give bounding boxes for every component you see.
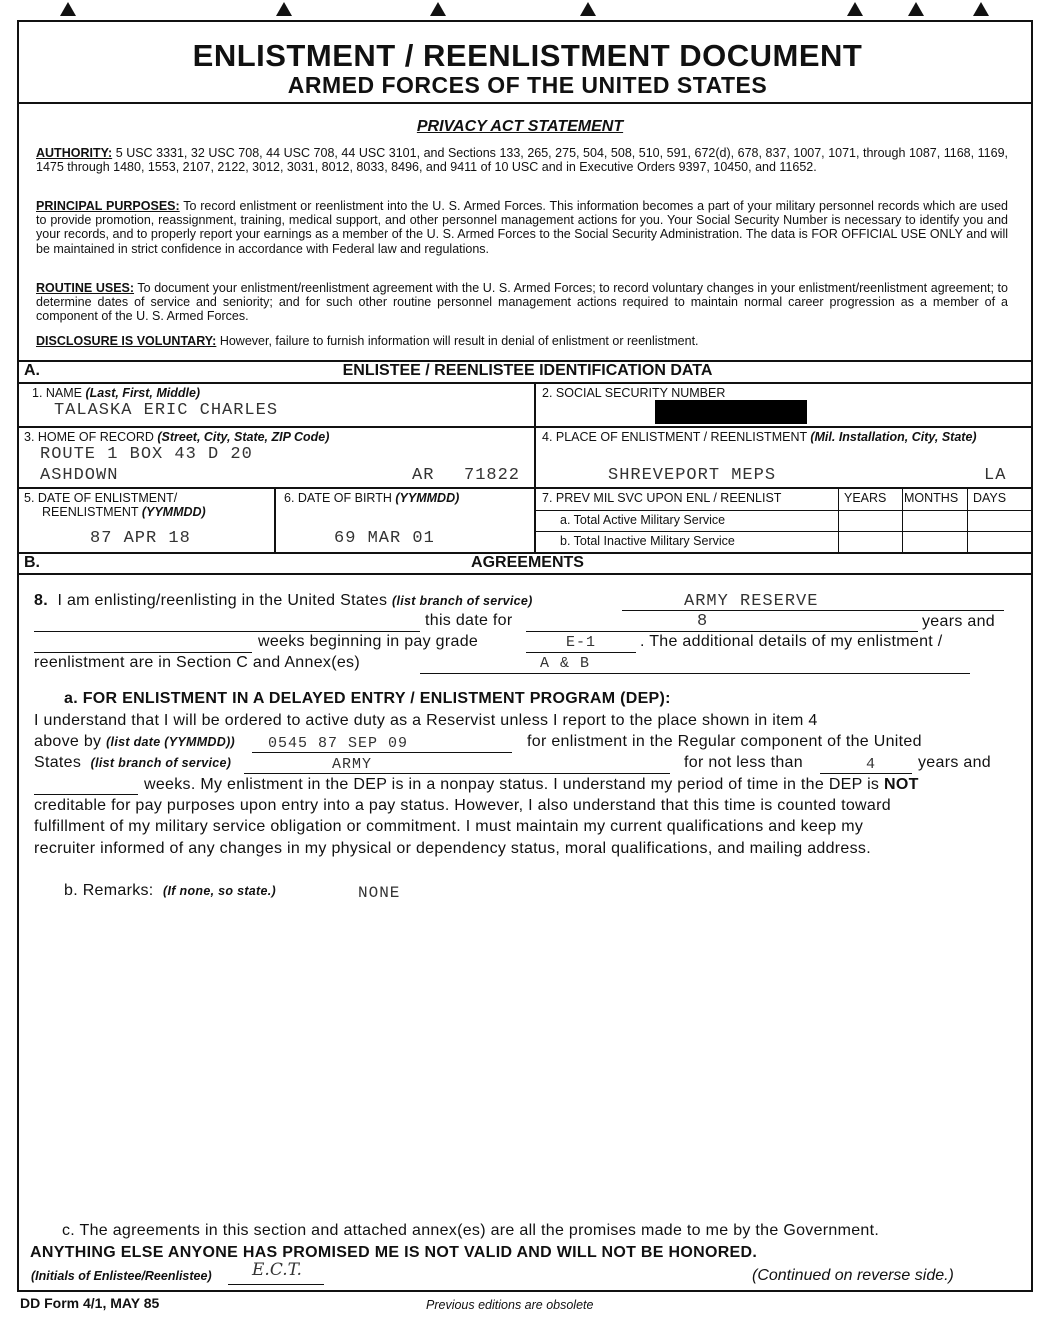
dep-line5: creditable for pay purposes upon entry into a pay status. However, I also understand that this time is counted toward: [34, 797, 891, 814]
form-title: ENLISTMENT / REENLISTMENT DOCUMENT: [192, 38, 863, 73]
doe-label: 5. DATE OF ENLISTMENT/: [24, 491, 178, 505]
form-id: DD Form 4/1, MAY 85: [20, 1295, 160, 1311]
col-days: DAYS: [973, 491, 1007, 505]
disclosure-label: DISCLOSURE IS VOLUNTARY:: [36, 334, 217, 348]
dep-line7: recruiter informed of any changes in my physical or dependency status, moral qualifications, and mailing address.: [34, 840, 871, 857]
dep-branch: ARMY: [332, 756, 373, 773]
initials-label: (Initials of Enlistee/Reenlistee): [31, 1269, 212, 1283]
item8-line2: this date for: [425, 612, 513, 629]
dep-line3a: States (list branch of service): [34, 754, 232, 771]
initials-underline: [228, 1284, 324, 1285]
place-value: SHREVEPORT MEPS: [608, 466, 777, 485]
dep-years-underline: [820, 773, 912, 774]
doe-label-2: REENLISTMENT (YYMMDD): [42, 505, 206, 519]
obsolete-note: Previous editions are obsolete: [426, 1298, 594, 1312]
prev-service-label: 7. PREV MIL SVC UPON ENL / REENLIST: [542, 491, 782, 505]
authority-text: 5 USC 3331, 32 USC 708, 44 USC 708, 44 USC 3101, and Sections 133, 265, 275, 504, 508, 510, 591, 672(d), 678, 837, 1007, 1071, through 1087, 1168, 1169, 1475 through 1480, 1553, 2107, 2122, 3012, 3031, 8012, 8033, 8496, and 9411 of 10 USC and in Executive Orders 9397, 10450, and 11652.: [36, 146, 1008, 175]
item8-line3b: . The additional details of my enlistment /: [640, 633, 943, 650]
dep-years: 4: [866, 756, 877, 773]
inactive-service-label: b. Total Inactive Military Service: [560, 534, 735, 548]
dob-value: 69 MAR 01: [334, 529, 435, 548]
disclosure-paragraph: [36, 334, 1008, 348]
item8-line3: weeks beginning in pay grade: [258, 633, 479, 650]
divider: [967, 487, 968, 553]
doe-value: 87 APR 18: [90, 529, 191, 548]
remarks-value: NONE: [358, 884, 401, 902]
registration-mark: [276, 2, 292, 16]
uses-paragraph: [36, 281, 1008, 324]
uses-label: ROUTINE USES:: [36, 281, 135, 295]
section-a-heading: ENLISTEE / REENLISTEE IDENTIFICATION DATA: [342, 362, 713, 379]
item8-line2b: years and: [922, 613, 995, 630]
home-label: 3. HOME OF RECORD (Street, City, State, ZIP Code): [24, 430, 330, 444]
privacy-heading: PRIVACY ACT STATEMENT: [416, 118, 624, 135]
dep-line3c: years and: [918, 754, 991, 771]
place-label: 4. PLACE OF ENLISTMENT / REENLISTMENT (Mil. Installation, City, State): [542, 430, 977, 444]
dob-label: 6. DATE OF BIRTH (YYMMDD): [284, 491, 460, 505]
blank-underline: [34, 631, 420, 632]
home-zip: 71822: [464, 466, 521, 485]
place-state: LA: [984, 466, 1007, 485]
registration-mark: [580, 2, 596, 16]
dep-line2a: above by (list date (YYMMDD)): [34, 733, 236, 750]
divider: [17, 426, 1033, 428]
dep-heading: a. FOR ENLISTMENT IN A DELAYED ENTRY / ENLISTMENT PROGRAM (DEP):: [64, 690, 671, 707]
item8-branch: ARMY RESERVE: [684, 592, 819, 611]
item8-line4: reenlistment are in Section C and Annex(es): [34, 654, 360, 671]
weeks-underline: [34, 652, 252, 653]
divider: [838, 487, 839, 553]
active-service-label: a. Total Active Military Service: [560, 513, 726, 527]
date-underline: [252, 752, 512, 753]
divider: [17, 573, 1033, 575]
initials-handwritten: E.C.T.: [252, 1260, 302, 1280]
purposes-text: To record enlistment or reenlistment into the U. S. Armed Forces. This information becomes a part of your military personnel records which are used to provide promotion, reassignment, training, medical support, and other personnel management actions for you. Your Social Security Number is necessary to identify you and your records, and to properly report your earnings as a member of the U. S. Armed Forces to the Social Security Administration. The data is FOR OFFICIAL USE ONLY and will be maintained in strict confidence in accordance with Federal law and regulations.: [36, 199, 1008, 256]
home-street: ROUTE 1 BOX 43 D 20: [40, 445, 253, 464]
annex-underline: [420, 673, 970, 674]
divider: [534, 531, 1033, 532]
section-b-heading: AGREEMENTS: [471, 554, 584, 571]
divider: [17, 382, 1033, 384]
col-months: MONTHS: [904, 491, 959, 505]
registration-mark: [973, 2, 989, 16]
col-years: YEARS: [844, 491, 887, 505]
dep-line3b: for not less than: [684, 754, 803, 771]
agreements-statement: c. The agreements in this section and attached annex(es) are all the promises made to me by the Government.: [62, 1222, 880, 1239]
dep-line4: weeks. My enlistment in the DEP is in a nonpay status. I understand my period of time in the DEP is NOT: [144, 776, 919, 793]
registration-mark: [430, 2, 446, 16]
item8-grade: E-1: [566, 634, 597, 651]
dep-branch-underline: [244, 773, 670, 774]
divider: [274, 487, 276, 553]
registration-mark: [908, 2, 924, 16]
authority-paragraph: [36, 146, 1008, 174]
authority-label: AUTHORITY:: [36, 146, 113, 160]
ssn-label: 2. SOCIAL SECURITY NUMBER: [542, 386, 726, 400]
item8-annex: A & B: [540, 655, 591, 672]
home-city: ASHDOWN: [40, 466, 119, 485]
purposes-label: PRINCIPAL PURPOSES:: [36, 199, 180, 213]
divider: [534, 382, 536, 494]
divider: [17, 102, 1033, 104]
item8-line1: 8. I am enlisting/reenlisting in the United States (list branch of service): [34, 592, 533, 609]
disclosure-text: However, failure to furnish information will result in denial of enlistment or reenlistment.: [219, 334, 699, 348]
dep-line1: I understand that I will be ordered to active duty as a Reservist unless I report to the place shown in item 4: [34, 712, 818, 729]
section-b-letter: B.: [24, 554, 40, 571]
divider: [902, 487, 903, 553]
dep-date: 0545 87 SEP 09: [268, 735, 409, 752]
remarks-label: b. Remarks: (If none, so state.): [64, 882, 276, 899]
years-underline: [526, 631, 918, 632]
home-state: AR: [412, 466, 435, 485]
dep-line2b: for enlistment in the Regular component of the United: [527, 733, 922, 750]
name-value: TALASKA ERIC CHARLES: [54, 401, 279, 420]
divider: [534, 487, 536, 553]
grade-underline: [526, 652, 636, 653]
uses-text: To document your enlistment/reenlistment agreement with the U. S. Armed Forces; to record voluntary changes in your enlistment/reenlistment agreement; to determine dates of service and seniority; and for such other routine personnel management actions required to maintain normal career progression as a member of a component of the U. S. Armed Forces.: [36, 281, 1008, 324]
registration-mark: [60, 2, 76, 16]
form-subtitle: ARMED FORCES OF THE UNITED STATES: [287, 72, 768, 98]
divider: [534, 510, 1033, 511]
name-label: 1. NAME (Last, First, Middle): [32, 386, 201, 400]
dep-weeks-underline: [34, 794, 138, 795]
redaction-box: [655, 400, 807, 424]
divider: [17, 487, 1033, 489]
dep-line6: fulfillment of my military service obligation or commitment. I must maintain my current qualifications and keep my: [34, 818, 864, 835]
registration-mark: [847, 2, 863, 16]
section-a-letter: A.: [24, 362, 40, 379]
purposes-paragraph: [36, 199, 1008, 256]
agreements-warning: ANYTHING ELSE ANYONE HAS PROMISED ME IS NOT VALID AND WILL NOT BE HONORED.: [30, 1244, 758, 1261]
item8-years: 8: [697, 612, 709, 631]
continued-note: (Continued on reverse side.): [752, 1267, 954, 1284]
